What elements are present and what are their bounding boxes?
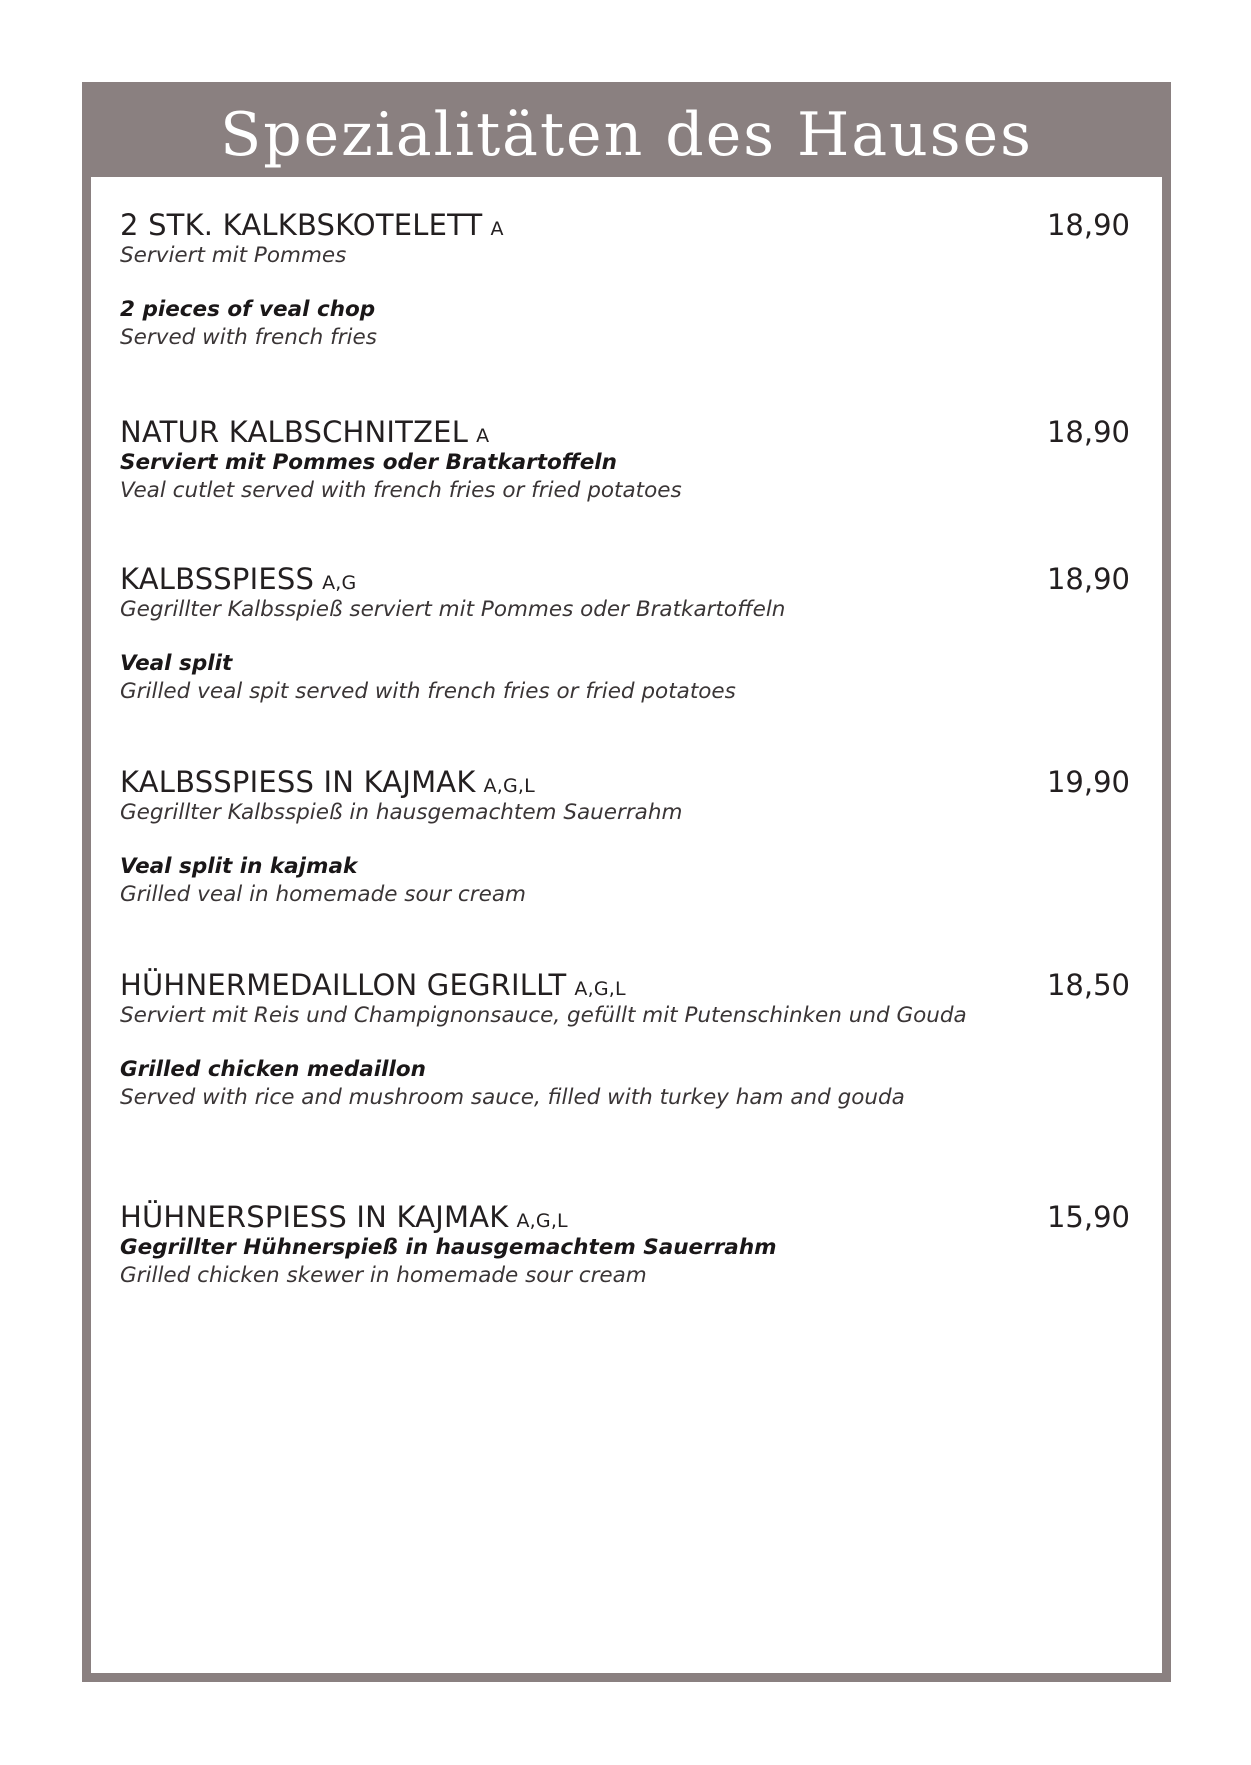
allergen-codes: A <box>476 425 490 447</box>
menu-item-price: 19,90 <box>1046 765 1130 799</box>
menu-item-name <box>120 765 535 799</box>
description-en: Veal cutlet served with french fries or fried potatoes <box>120 478 682 503</box>
menu-item <box>120 1200 1130 1290</box>
menu-item <box>120 968 1130 1112</box>
title-en: 2 pieces of veal chop <box>120 297 376 322</box>
menu-item-header <box>120 1200 1130 1234</box>
allergen-codes: A <box>490 218 504 240</box>
title-en: Veal split in kajmak <box>120 854 358 879</box>
menu-item-name <box>120 562 356 596</box>
description-de: Serviert mit Reis und Champignonsauce, gefüllt mit Putenschinken und Gouda <box>120 1003 967 1028</box>
menu-item <box>120 562 1130 706</box>
title-en: Veal split <box>120 651 233 676</box>
menu-item-name-text: HÜHNERSPIESS IN KAJMAK <box>120 1200 509 1234</box>
description-de: Gegrillter Kalbsspieß serviert mit Pommes oder Bratkartoffeln <box>120 597 786 622</box>
menu-item <box>120 765 1130 909</box>
description-en: Grilled veal in homemade sour cream <box>120 882 526 907</box>
description-de: Serviert mit Pommes oder Bratkartoffeln <box>120 450 617 475</box>
allergen-codes: A,G,L <box>516 1210 568 1232</box>
menu-item-header <box>120 415 1130 449</box>
menu-item-header <box>120 765 1130 799</box>
menu-item-header <box>120 562 1130 596</box>
page-title: Spezialitäten des Hauses <box>220 100 1033 170</box>
menu-item-price: 18,50 <box>1046 968 1130 1002</box>
description-en: Served with rice and mushroom sauce, filled with turkey ham and gouda <box>120 1085 905 1110</box>
allergen-codes: A,G,L <box>483 775 535 797</box>
menu-item-price: 18,90 <box>1046 562 1130 596</box>
menu-item <box>120 415 1130 505</box>
menu-item-name <box>120 415 489 449</box>
menu-item-name-text: KALBSSPIESS IN KAJMAK <box>120 765 476 799</box>
menu-item-name-text: NATUR KALBSCHNITZEL <box>120 415 469 449</box>
description-de: Gegrillter Hühnerspieß in hausgemachtem Sauerrahm <box>120 1235 777 1260</box>
menu-item-price: 18,90 <box>1046 415 1130 449</box>
allergen-codes: A,G,L <box>574 978 626 1000</box>
menu-item-name-text: HÜHNERMEDAILLON GEGRILLT <box>120 968 567 1002</box>
menu-item-header <box>120 968 1130 1002</box>
menu-item-name <box>120 968 626 1002</box>
description-en: Served with french fries <box>120 325 377 350</box>
title-en: Grilled chicken medaillon <box>120 1057 426 1082</box>
menu-item-header <box>120 208 1130 242</box>
description-de: Serviert mit Pommes <box>120 243 347 268</box>
menu-item-price: 18,90 <box>1046 208 1130 242</box>
menu-item-price: 15,90 <box>1046 1200 1130 1234</box>
description-en: Grilled veal spit served with french fries or fried potatoes <box>120 679 736 704</box>
menu-item-name <box>120 208 504 242</box>
menu-item-name <box>120 1200 568 1234</box>
menu-item <box>120 208 1130 352</box>
description-en: Grilled chicken skewer in homemade sour cream <box>120 1263 647 1288</box>
allergen-codes: A,G <box>322 572 357 594</box>
menu-item-name-text: KALBSSPIESS <box>120 562 315 596</box>
header-band <box>91 91 1162 177</box>
menu-item-name-text: 2 STK. KALKBSKOTELETT <box>120 208 483 242</box>
description-de: Gegrillter Kalbsspieß in hausgemachtem Sauerrahm <box>120 800 683 825</box>
